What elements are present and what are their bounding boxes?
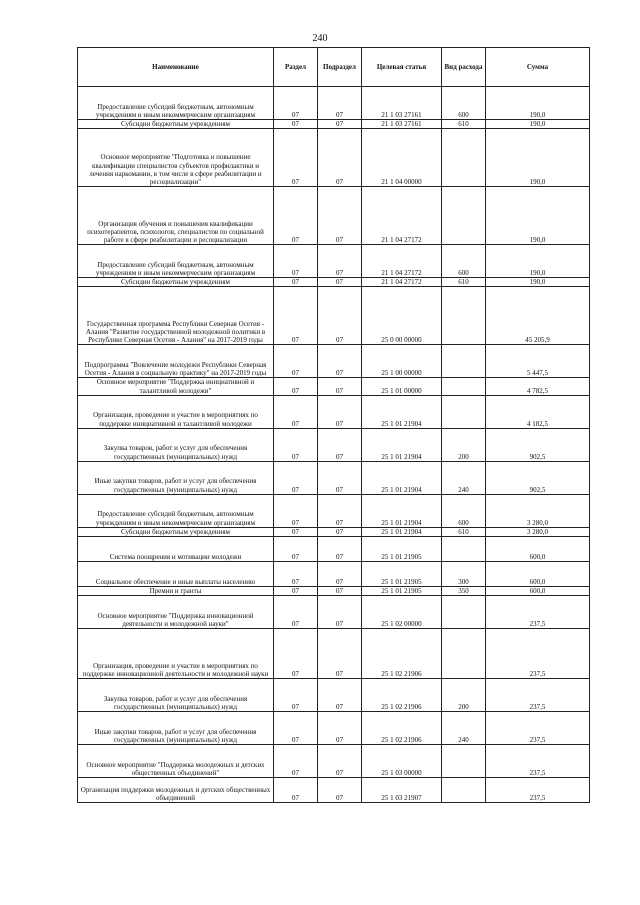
- cell-type: 600: [442, 245, 486, 278]
- cell-name: Организация обучения и повышения квалификации психотерапевтов, психологов, специалистов по социальной работе в сфере реабилитации и ресоциализации: [78, 187, 274, 245]
- cell-section: 07: [274, 537, 318, 562]
- cell-subsection: 07: [318, 287, 362, 345]
- cell-subsection: 07: [318, 745, 362, 778]
- cell-sum: 3 280,0: [486, 494, 590, 527]
- table-row: [78, 428, 590, 461]
- cell-sum: 237,5: [486, 629, 590, 679]
- cell-type: 200: [442, 428, 486, 461]
- cell-subsection: 07: [318, 245, 362, 278]
- cell-sum: 4 782,5: [486, 378, 590, 395]
- cell-name: Иные закупки товаров, работ и услуг для обеспечения государственных (муниципальных) нужд: [78, 712, 274, 745]
- cell-article: 25 1 03 00000: [362, 745, 442, 778]
- table-row: [78, 527, 590, 536]
- table-row: [78, 345, 590, 378]
- cell-article: 25 1 01 00000: [362, 378, 442, 395]
- cell-type: [442, 778, 486, 803]
- cell-name: Премии и гранты: [78, 587, 274, 596]
- cell-subsection: 07: [318, 278, 362, 287]
- cell-name: Организация поддержки молодежных и детских общественных объединений: [78, 778, 274, 803]
- table-row: [78, 187, 590, 245]
- cell-name: Организация, проведение и участие в мероприятиях по поддержке инновационной деятельности и молодежной науки: [78, 629, 274, 679]
- table-row: [78, 245, 590, 278]
- cell-type: 610: [442, 527, 486, 536]
- cell-subsection: 07: [318, 712, 362, 745]
- cell-type: [442, 129, 486, 187]
- table-row: [78, 494, 590, 527]
- table-row: [78, 562, 590, 587]
- cell-section: 07: [274, 461, 318, 494]
- cell-subsection: 07: [318, 562, 362, 587]
- cell-type: 610: [442, 120, 486, 129]
- cell-sum: 237,5: [486, 679, 590, 712]
- cell-name: Субсидии бюджетным учреждениям: [78, 278, 274, 287]
- cell-section: 07: [274, 287, 318, 345]
- table-row: [78, 629, 590, 679]
- header-name: Наименование: [78, 48, 274, 87]
- cell-sum: 902,5: [486, 428, 590, 461]
- cell-sum: 4 182,5: [486, 395, 590, 428]
- cell-subsection: 07: [318, 494, 362, 527]
- cell-article: 25 1 01 21904: [362, 494, 442, 527]
- cell-type: [442, 345, 486, 378]
- cell-article: 21 1 04 00000: [362, 129, 442, 187]
- cell-section: 07: [274, 596, 318, 629]
- cell-section: 07: [274, 562, 318, 587]
- cell-type: [442, 537, 486, 562]
- table-row: [78, 287, 590, 345]
- cell-subsection: 07: [318, 679, 362, 712]
- cell-sum: 190,0: [486, 87, 590, 120]
- cell-subsection: 07: [318, 120, 362, 129]
- table-row: [78, 537, 590, 562]
- cell-name: Подпрограмма "Вовлечение молодежи Республики Северная Осетия - Алания в социальную практику" на 2017-2019 годы: [78, 345, 274, 378]
- cell-name: Закупка товаров, работ и услуг для обеспечения государственных (муниципальных) нужд: [78, 428, 274, 461]
- cell-section: 07: [274, 527, 318, 536]
- cell-subsection: 07: [318, 187, 362, 245]
- cell-section: 07: [274, 187, 318, 245]
- cell-section: 07: [274, 745, 318, 778]
- cell-article: 25 1 02 21906: [362, 679, 442, 712]
- header-section: Раздел: [274, 48, 318, 87]
- cell-type: [442, 596, 486, 629]
- table-row: [78, 378, 590, 395]
- cell-article: 25 1 02 21906: [362, 629, 442, 679]
- cell-subsection: 07: [318, 345, 362, 378]
- cell-subsection: 07: [318, 778, 362, 803]
- table-row: [78, 87, 590, 120]
- table-row: [78, 129, 590, 187]
- cell-article: 25 1 01 21904: [362, 461, 442, 494]
- cell-article: 25 1 00 00000: [362, 345, 442, 378]
- cell-type: [442, 629, 486, 679]
- cell-subsection: 07: [318, 428, 362, 461]
- cell-sum: 237,5: [486, 778, 590, 803]
- header-type: Вид расхода: [442, 48, 486, 87]
- cell-type: [442, 745, 486, 778]
- cell-sum: 190,0: [486, 245, 590, 278]
- table-row: [78, 596, 590, 629]
- cell-article: 25 1 02 21906: [362, 712, 442, 745]
- cell-sum: 5 447,5: [486, 345, 590, 378]
- table-row: [78, 461, 590, 494]
- cell-article: 21 1 04 27172: [362, 245, 442, 278]
- cell-type: 610: [442, 278, 486, 287]
- cell-subsection: 07: [318, 527, 362, 536]
- cell-section: 07: [274, 278, 318, 287]
- cell-article: 21 1 04 27172: [362, 187, 442, 245]
- cell-section: 07: [274, 395, 318, 428]
- table-row: [78, 712, 590, 745]
- header-article: Целевая статья: [362, 48, 442, 87]
- cell-name: Иные закупки товаров, работ и услуг для обеспечения государственных (муниципальных) нужд: [78, 461, 274, 494]
- cell-type: 240: [442, 712, 486, 745]
- cell-name: Социальное обеспечение и иные выплаты населению: [78, 562, 274, 587]
- cell-type: 600: [442, 87, 486, 120]
- table-body: [78, 87, 590, 803]
- table-row: [78, 778, 590, 803]
- cell-sum: 190,0: [486, 278, 590, 287]
- table-row: [78, 278, 590, 287]
- cell-section: 07: [274, 129, 318, 187]
- table-header: [78, 48, 590, 87]
- cell-section: 07: [274, 245, 318, 278]
- cell-subsection: 07: [318, 129, 362, 187]
- cell-article: 25 1 01 21905: [362, 587, 442, 596]
- cell-name: Предоставление субсидий бюджетным, автономным учреждениям и иным некоммерческим организациям: [78, 87, 274, 120]
- cell-article: 21 1 03 27161: [362, 87, 442, 120]
- cell-type: 300: [442, 562, 486, 587]
- cell-name: Основное мероприятие "Поддержка молодежных и детских общественных объединений": [78, 745, 274, 778]
- cell-type: 600: [442, 494, 486, 527]
- cell-sum: 190,0: [486, 129, 590, 187]
- cell-type: 200: [442, 679, 486, 712]
- cell-sum: 3 280,0: [486, 527, 590, 536]
- table-row: [78, 587, 590, 596]
- cell-section: 07: [274, 120, 318, 129]
- cell-subsection: 07: [318, 537, 362, 562]
- cell-section: 07: [274, 494, 318, 527]
- cell-sum: 190,0: [486, 120, 590, 129]
- cell-name: Основное мероприятие "Поддержка инновационной деятельности и молодежной науки": [78, 596, 274, 629]
- cell-type: [442, 187, 486, 245]
- cell-name: Организация, проведение и участие в мероприятиях по поддержке инициативной и талантливой молодежи: [78, 395, 274, 428]
- cell-sum: 600,0: [486, 562, 590, 587]
- cell-section: 07: [274, 87, 318, 120]
- page-number: 240: [312, 33, 328, 44]
- cell-type: [442, 395, 486, 428]
- cell-subsection: 07: [318, 87, 362, 120]
- cell-sum: 237,5: [486, 712, 590, 745]
- header-sum: Сумма: [486, 48, 590, 87]
- cell-sum: 600,0: [486, 537, 590, 562]
- cell-article: 25 1 01 21904: [362, 428, 442, 461]
- cell-name: Субсидии бюджетным учреждениям: [78, 527, 274, 536]
- table-row: [78, 745, 590, 778]
- cell-section: 07: [274, 428, 318, 461]
- cell-name: Основное мероприятие "Подготовка и повышение квалификации специалистов субъектов профилактики и лечения наркомании, в том числе в сфере реабилитации и ресоциализации": [78, 129, 274, 187]
- cell-section: 07: [274, 778, 318, 803]
- cell-sum: 237,5: [486, 745, 590, 778]
- cell-section: 07: [274, 629, 318, 679]
- cell-name: Предоставление субсидий бюджетным, автономным учреждениям и иным некоммерческим организациям: [78, 245, 274, 278]
- cell-article: 25 1 01 21904: [362, 527, 442, 536]
- budget-table: [77, 47, 590, 803]
- cell-section: 07: [274, 587, 318, 596]
- cell-article: 25 1 02 00000: [362, 596, 442, 629]
- cell-article: 25 1 01 21904: [362, 395, 442, 428]
- cell-subsection: 07: [318, 461, 362, 494]
- cell-article: 21 1 03 27161: [362, 120, 442, 129]
- cell-sum: 45 205,9: [486, 287, 590, 345]
- cell-type: [442, 378, 486, 395]
- cell-subsection: 07: [318, 596, 362, 629]
- cell-type: [442, 287, 486, 345]
- cell-article: 25 1 01 21905: [362, 562, 442, 587]
- cell-sum: 902,5: [486, 461, 590, 494]
- cell-subsection: 07: [318, 395, 362, 428]
- cell-type: 350: [442, 587, 486, 596]
- cell-section: 07: [274, 679, 318, 712]
- cell-sum: 600,0: [486, 587, 590, 596]
- cell-name: Государственная программа Республики Северная Осетия - Алания "Развитие государственной молодежной политики в Республике Северная Осетия - Алания" на 2017-2019 годы: [78, 287, 274, 345]
- cell-subsection: 07: [318, 378, 362, 395]
- table-row: [78, 679, 590, 712]
- cell-section: 07: [274, 345, 318, 378]
- table-row: [78, 395, 590, 428]
- cell-name: Закупка товаров, работ и услуг для обеспечения государственных (муниципальных) нужд: [78, 679, 274, 712]
- cell-article: 25 1 03 21907: [362, 778, 442, 803]
- cell-type: 240: [442, 461, 486, 494]
- cell-name: Субсидии бюджетным учреждениям: [78, 120, 274, 129]
- header-row: [78, 48, 590, 87]
- cell-name: Система поощрения и мотивации молодежи: [78, 537, 274, 562]
- cell-section: 07: [274, 378, 318, 395]
- cell-sum: 237,5: [486, 596, 590, 629]
- cell-article: 21 1 04 27172: [362, 278, 442, 287]
- cell-sum: 190,0: [486, 187, 590, 245]
- header-subsection: Подраздел: [318, 48, 362, 87]
- cell-section: 07: [274, 712, 318, 745]
- cell-article: 25 0 00 00000: [362, 287, 442, 345]
- cell-article: 25 1 01 21905: [362, 537, 442, 562]
- cell-name: Основное мероприятие "Поддержка инициативной и талантливой молодежи": [78, 378, 274, 395]
- cell-subsection: 07: [318, 587, 362, 596]
- cell-subsection: 07: [318, 629, 362, 679]
- table-row: [78, 120, 590, 129]
- cell-name: Предоставление субсидий бюджетным, автономным учреждениям и иным некоммерческим организациям: [78, 494, 274, 527]
